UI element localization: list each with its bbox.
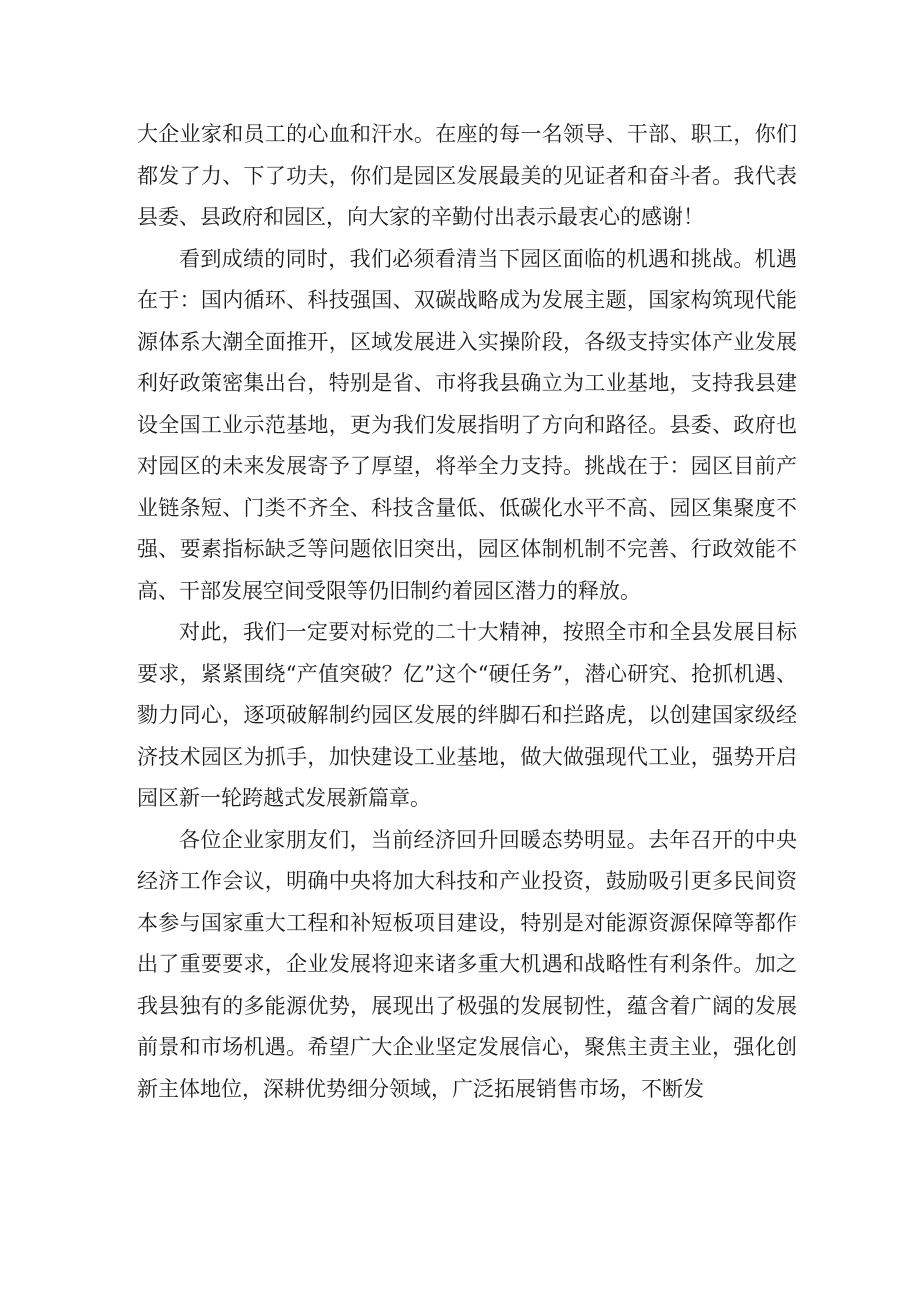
paragraph-4: 各位企业家朋友们，当前经济回升回暖态势明显。去年召开的中央经济工作会议，明确中央将加大科技和产业投资，鼓励吸引更多民间资本参与国家重大工程和补短板项目建设，特别是对能源资源保障等都作出了重要要求，企业发展将迎来诸多重大机遇和战略性有利条件。加之我县独有的多能源优势，展现出了极强的发展韧性，蕴含着广阔的发展前景和市场机遇。希望广大企业坚定发展信心，聚焦主责主业，强化创新主体地位，深耕优势细分领域，广泛拓展销售市场，不断发 (137, 827, 797, 1101)
paragraph-3: 对此，我们一定要对标党的二十大精神，按照全市和全县发展目标要求，紧紧围绕“产值突破？亿”这个“硬任务”，潜心研究、抢抓机遇、勠力同心，逐项破解制约园区发展的绊脚石和拦路虎，以创建国家级经济技术园区为抓手，加快建设工业基地，做大做强现代工业，强势开启园区新一轮跨越式发展新篇章。 (137, 620, 797, 810)
paragraph-2: 看到成绩的同时，我们必须看清当下园区面临的机遇和挑战。机遇在于：国内循环、科技强国、双碳战略成为发展主题，国家构筑现代能源体系大潮全面推开，区域发展进入实操阶段，各级支持实体产业发展利好政策密集出台，特别是省、市将我县确立为工业基地，支持我县建设全国工业示范基地，更为我们发展指明了方向和路径。县委、政府也对园区的未来发展寄予了厚望，将举全力支持。挑战在于：园区目前产业链条短、门类不齐全、科技含量低、低碳化水平不高、园区集聚度不强、要素指标缺乏等问题依旧突出，园区体制机制不完善、行政效能不高、干部发展空间受限等仍旧制约着园区潜力的释放。 (137, 246, 797, 603)
document-body (137, 114, 797, 1110)
paragraph-1: 大企业家和员工的心血和汗水。在座的每一名领导、干部、职工，你们都发了力、下了功夫，你们是园区发展最美的见证者和奋斗者。我代表县委、县政府和园区，向大家的辛勤付出表示最衷心的感谢！ (137, 122, 797, 229)
